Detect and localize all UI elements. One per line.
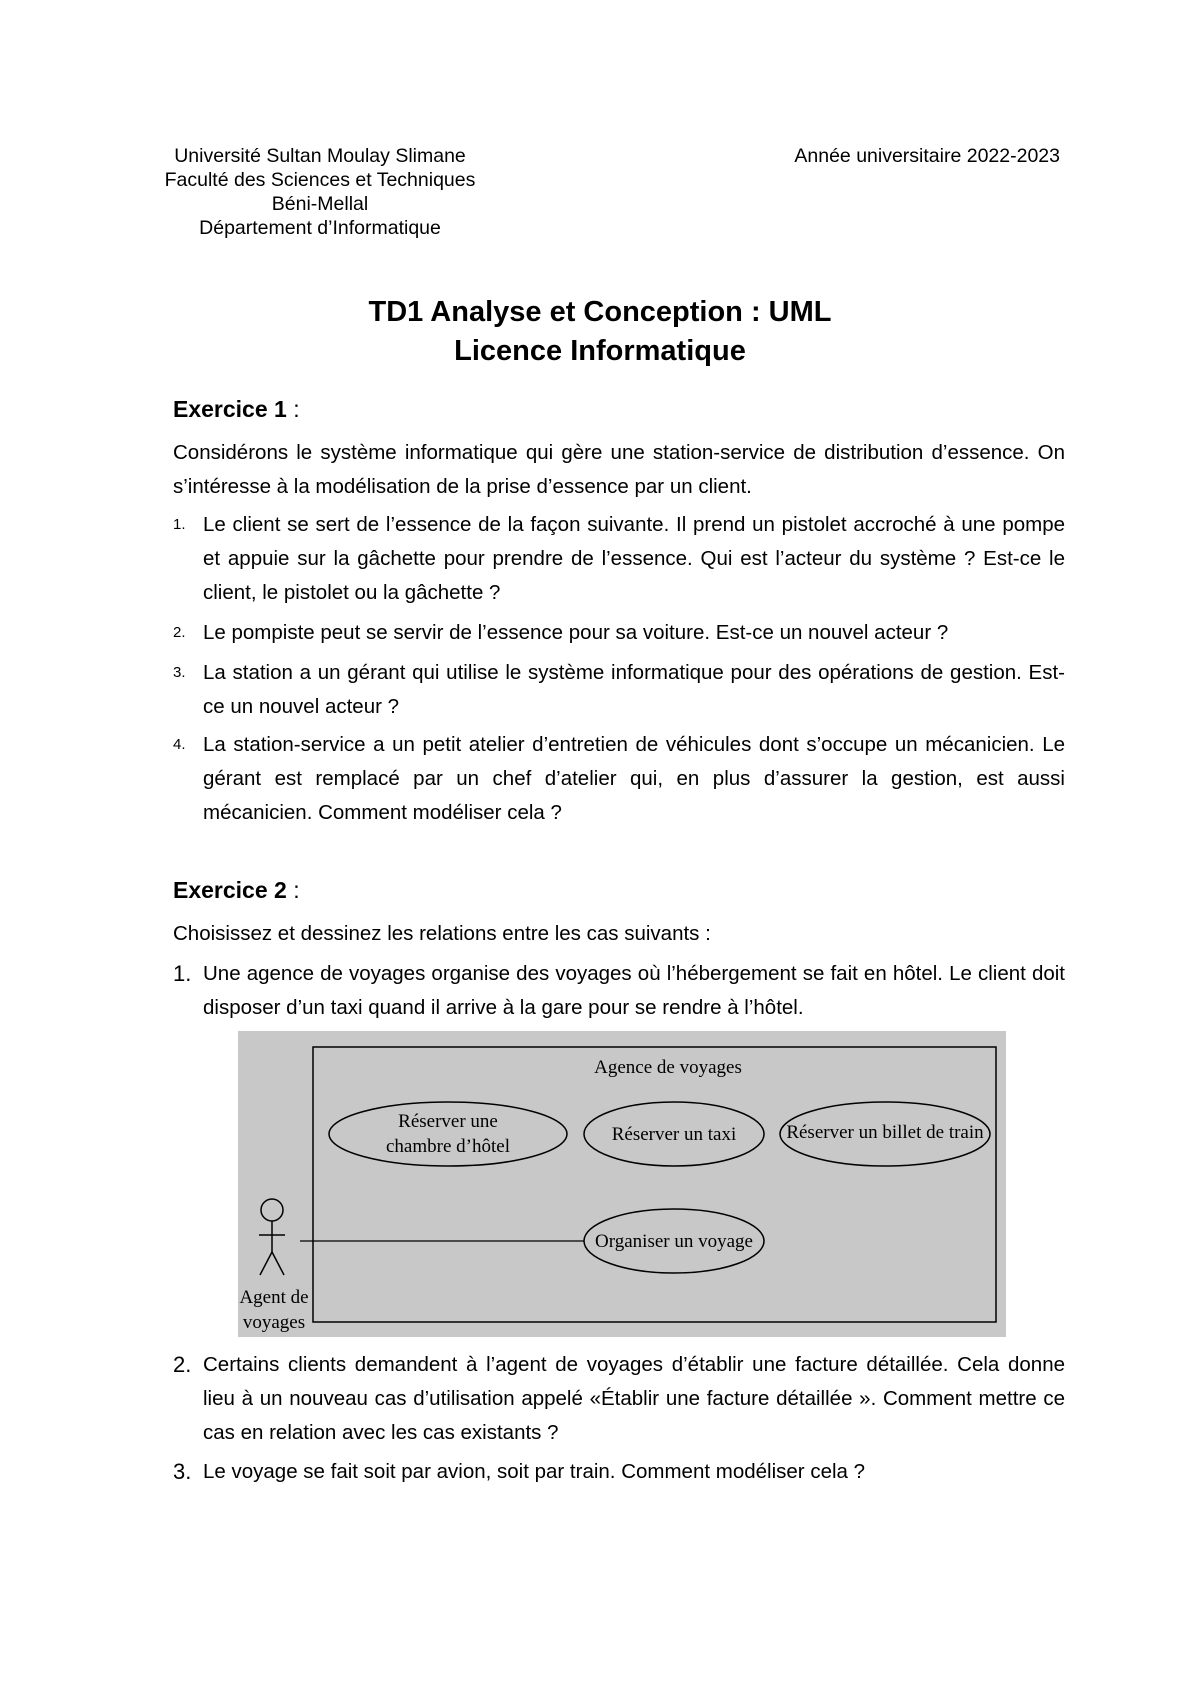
item-number: 1. xyxy=(173,961,192,986)
exercise2-heading-colon: : xyxy=(286,877,300,903)
exercise2-item-3 xyxy=(173,1455,1065,1489)
use-case-taxi-label: Réserver un taxi xyxy=(611,1124,737,1145)
item-number: 2. xyxy=(173,1352,192,1377)
use-case-hotel-label-2: chambre d’hôtel xyxy=(386,1136,510,1157)
item-text: Le client se sert de l’essence de la façon suivante. Il prend un pistolet accroché à une pompe et appuie sur la gâchette pour prendre de l’essence. Qui est l’acteur du système ? Est-ce le client, le pistolet ou la gâchette ? xyxy=(203,513,1065,604)
academic-year: Année universitaire 2022-2023 xyxy=(794,145,1060,167)
university-name: Université Sultan Moulay Slimane xyxy=(174,145,466,167)
page-title: TD1 Analyse et Conception : UML xyxy=(368,296,832,328)
exercise1-heading-colon: : xyxy=(286,396,300,422)
department-name: Département d’Informatique xyxy=(199,217,441,239)
exercise1-item-3 xyxy=(173,656,1065,724)
item-text: Le pompiste peut se servir de l’essence pour sa voiture. Est-ce un nouvel acteur ? xyxy=(203,621,949,644)
page-subtitle: Licence Informatique xyxy=(454,335,746,367)
item-number: 3. xyxy=(173,1459,192,1484)
exercise1-heading xyxy=(173,396,300,423)
use-case-svg xyxy=(238,1031,1006,1337)
use-case-train-label: Réserver un billet de train xyxy=(786,1122,984,1143)
use-case-diagram xyxy=(238,1031,1006,1337)
use-case-organize-label: Organiser un voyage xyxy=(595,1231,753,1252)
exercise1-intro: Considérons le système informatique qui gère une station-service de distribution d’essence. On s’intéresse à la modélisation de la prise d’essence par un client. xyxy=(173,441,1065,498)
use-case-hotel-label-1: Réserver une xyxy=(398,1111,498,1132)
exercise2-intro: Choisissez et dessinez les relations entre les cas suivants : xyxy=(173,922,711,945)
exercise2-heading xyxy=(173,877,300,904)
actor-label-1: Agent de xyxy=(239,1287,309,1308)
system-name: Agence de voyages xyxy=(594,1057,742,1078)
item-text: La station a un gérant qui utilise le système informatique pour des opérations de gestion. Est-ce un nouvel acteur ? xyxy=(203,661,1065,718)
item-text: Le voyage se fait soit par avion, soit par train. Comment modéliser cela ? xyxy=(203,1460,866,1483)
faculty-name: Faculté des Sciences et Techniques xyxy=(164,169,476,191)
exercise2-heading-text: Exercice 2 xyxy=(173,877,287,903)
item-number: 4. xyxy=(173,736,186,753)
institution-block xyxy=(140,144,500,240)
exercise1-item-4 xyxy=(173,728,1065,830)
exercise2-item-2 xyxy=(173,1348,1065,1450)
item-number: 3. xyxy=(173,664,186,681)
item-text: Certains clients demandent à l’agent de voyages d’établir une facture détaillée. Cela donne lieu à un nouveau cas d’utilisation appelé «Établir une facture détaillée ». Comment mettre ce cas en relation avec les cas existants ? xyxy=(203,1353,1065,1444)
city-name: Béni-Mellal xyxy=(271,193,369,215)
item-number: 2. xyxy=(173,624,186,641)
exercise1-item-2 xyxy=(173,616,1065,650)
item-text: Une agence de voyages organise des voyages où l’hébergement se fait en hôtel. Le client doit disposer d’un taxi quand il arrive à la gare pour se rendre à l’hôtel. xyxy=(203,962,1065,1019)
item-number: 1. xyxy=(173,516,186,533)
exercise1-item-1 xyxy=(173,508,1065,610)
exercise2-item-1 xyxy=(173,957,1065,1025)
actor-label-2: voyages xyxy=(242,1312,306,1333)
exercise1-heading-text: Exercice 1 xyxy=(173,396,287,422)
item-text: La station-service a un petit atelier d’entretien de véhicules dont s’occupe un mécanicien. Le gérant est remplacé par un chef d’atelier qui, en plus d’assurer la gestion, est aussi mécanicien. Comment modéliser cela ? xyxy=(203,733,1065,824)
